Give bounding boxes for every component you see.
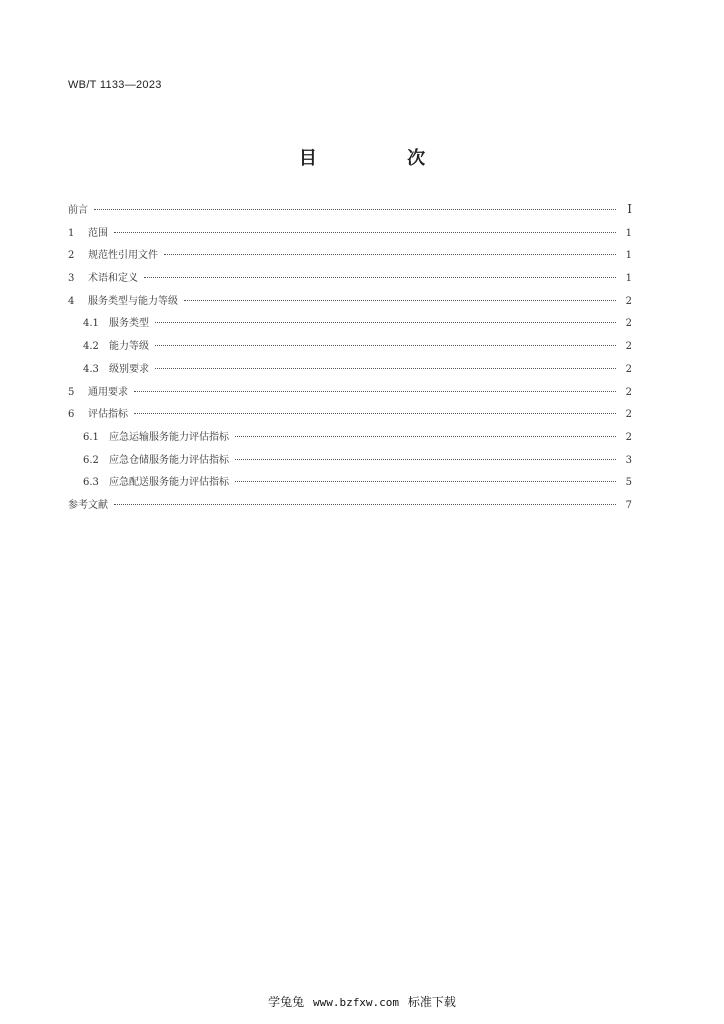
toc-entry-page: 2 bbox=[625, 295, 632, 307]
toc-entry-number: 6.1 bbox=[83, 431, 99, 443]
toc-entry-page: 2 bbox=[625, 409, 632, 421]
dot-leader bbox=[155, 345, 616, 346]
dot-leader bbox=[144, 277, 616, 278]
toc-entry-page: 2 bbox=[625, 431, 632, 443]
toc-entry-page: 3 bbox=[625, 454, 632, 466]
toc-entry-label: 通用要求 bbox=[88, 386, 128, 398]
dot-leader bbox=[184, 300, 616, 301]
footer-site-name: 学兔兔 bbox=[268, 995, 305, 1009]
toc-entry-3[interactable] bbox=[68, 269, 632, 292]
toc-entry-number: 6 bbox=[68, 409, 75, 421]
dot-leader bbox=[235, 481, 616, 482]
toc-entry-page: 1 bbox=[625, 250, 632, 262]
toc-entry-number: 6.2 bbox=[83, 454, 99, 466]
toc-entry-label: 服务类型 bbox=[109, 318, 149, 330]
dot-leader bbox=[134, 413, 616, 414]
toc-entry-6-3[interactable] bbox=[68, 473, 632, 496]
toc-entry-label: 应急配送服务能力评估指标 bbox=[109, 477, 229, 489]
toc-entry-page: 5 bbox=[625, 477, 632, 489]
footer-tagline: 标准下载 bbox=[407, 995, 456, 1009]
toc-entry-number: 1 bbox=[68, 227, 75, 239]
dot-leader bbox=[235, 459, 616, 460]
dot-leader bbox=[164, 254, 616, 255]
toc-entry-page: 1 bbox=[625, 273, 632, 285]
toc-entry-number: 4.2 bbox=[83, 341, 99, 353]
toc-entry-label: 服务类型与能力等级 bbox=[88, 295, 178, 307]
toc-entry-number: 4.1 bbox=[83, 318, 99, 330]
toc-entry-number: 6.3 bbox=[83, 477, 99, 489]
toc-entry-1[interactable] bbox=[68, 224, 632, 247]
footer-url-link[interactable]: www.bzfxw.com bbox=[312, 996, 400, 1009]
toc-entry-label: 范围 bbox=[88, 227, 108, 239]
toc-entry-number: 5 bbox=[68, 386, 75, 398]
toc-entry-label: 评估指标 bbox=[88, 409, 128, 421]
toc-entry-page: I bbox=[627, 202, 632, 216]
toc-entry-4-3[interactable] bbox=[68, 360, 632, 383]
toc-entry-label: 前言 bbox=[68, 205, 88, 216]
dot-leader bbox=[114, 504, 616, 505]
dot-leader bbox=[134, 391, 616, 392]
dot-leader bbox=[155, 368, 616, 369]
toc-entry-label: 级别要求 bbox=[109, 363, 149, 375]
toc-entry-2[interactable] bbox=[68, 246, 632, 269]
toc-entry-preface[interactable] bbox=[68, 201, 632, 224]
dot-leader bbox=[94, 209, 616, 210]
toc-entry-number: 2 bbox=[68, 250, 75, 262]
toc-entry-page: 7 bbox=[625, 499, 632, 511]
table-of-contents bbox=[68, 201, 632, 519]
toc-entry-page: 2 bbox=[625, 318, 632, 330]
toc-entry-label: 应急运输服务能力评估指标 bbox=[109, 431, 229, 443]
toc-entry-4-2[interactable] bbox=[68, 337, 632, 360]
toc-entry-6-2[interactable] bbox=[68, 451, 632, 474]
document-code: WB/T 1133—2023 bbox=[68, 79, 162, 91]
toc-entry-references[interactable] bbox=[68, 496, 632, 519]
dot-leader bbox=[114, 232, 616, 233]
toc-entry-number: 4 bbox=[68, 295, 75, 307]
page-footer bbox=[0, 993, 724, 1010]
toc-entry-number: 3 bbox=[68, 273, 75, 285]
toc-entry-page: 1 bbox=[625, 227, 632, 239]
toc-entry-4-1[interactable] bbox=[68, 314, 632, 337]
toc-entry-number: 4.3 bbox=[83, 363, 99, 375]
toc-entry-4[interactable] bbox=[68, 292, 632, 315]
toc-entry-label: 参考文献 bbox=[68, 499, 108, 511]
toc-entry-page: 2 bbox=[625, 386, 632, 398]
toc-entry-label: 能力等级 bbox=[109, 341, 149, 353]
dot-leader bbox=[155, 322, 616, 323]
toc-entry-label: 术语和定义 bbox=[88, 273, 138, 285]
toc-title: 目 次 bbox=[298, 148, 468, 169]
dot-leader bbox=[235, 436, 616, 437]
toc-entry-5[interactable] bbox=[68, 383, 632, 406]
toc-entry-6[interactable] bbox=[68, 405, 632, 428]
toc-entry-6-1[interactable] bbox=[68, 428, 632, 451]
toc-entry-page: 2 bbox=[625, 363, 632, 375]
toc-entry-label: 应急仓储服务能力评估指标 bbox=[109, 454, 229, 466]
toc-entry-label: 规范性引用文件 bbox=[88, 250, 158, 262]
toc-entry-page: 2 bbox=[625, 341, 632, 353]
